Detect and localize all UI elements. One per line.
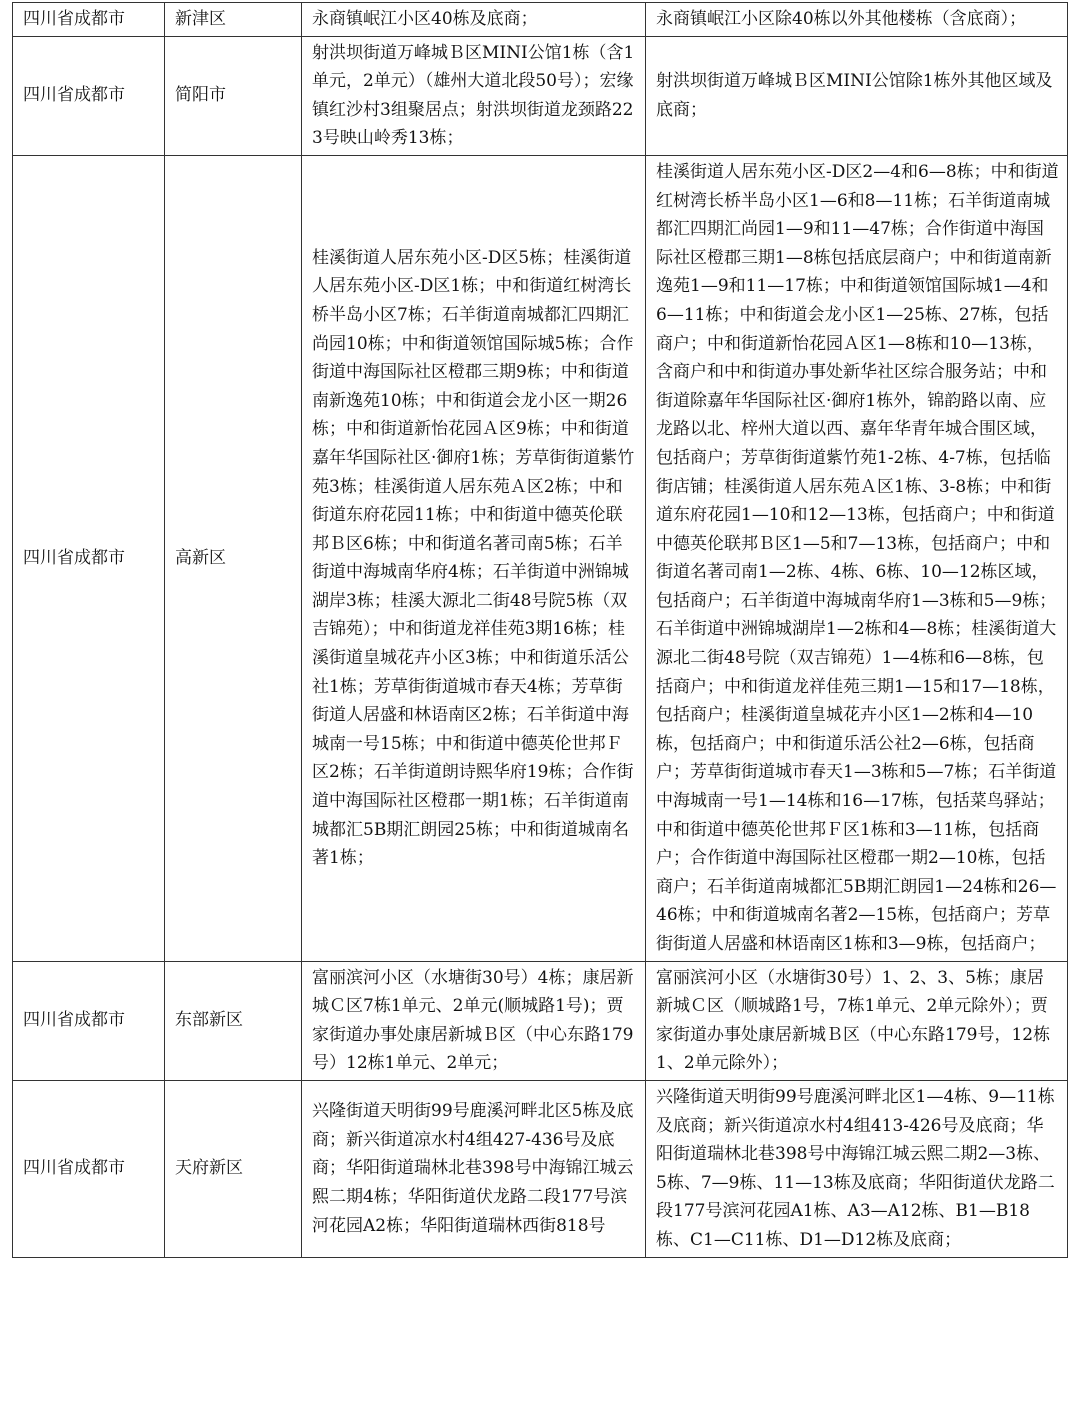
district-cell: 高新区 — [165, 155, 302, 961]
table-row — [13, 3, 1068, 37]
province-city-cell: 四川省成都市 — [13, 961, 165, 1080]
table-row — [13, 155, 1068, 961]
risk-area-table — [12, 2, 1068, 1258]
medium-risk-cell: 富丽滨河小区（水塘街30号）1、2、3、5栋；康居新城Ｃ区（顺城路1号，7栋1单元、2单元除外）；贾家街道办事处康居新城Ｂ区（中心东路179号，12栋1、2单元除外）； — [646, 961, 1068, 1080]
medium-risk-cell: 射洪坝街道万峰城Ｂ区MINI公馆除1栋外其他区域及底商； — [646, 36, 1068, 155]
high-risk-cell: 桂溪街道人居东苑小区-D区5栋；桂溪街道人居东苑小区-D区1栋；中和街道红树湾长桥半岛小区7栋；石羊街道南城都汇四期汇尚园10栋；中和街道领馆国际城5栋；合作街道中海国际社区橙郡三期9栋；中和街道南新逸苑10栋；中和街道会龙小区一期26栋；中和街道新怡花园Ａ区9栋；中和街道嘉年华国际社区·御府1栋；芳草街街道紫竹苑3栋；桂溪街道人居东苑Ａ区2栋；中和街道东府花园11栋；中和街道中德英伦联邦Ｂ区6栋；中和街道名著司南5栋；石羊街道中海城南华府4栋；石羊街道中洲锦城湖岸3栋；桂溪大源北二街48号院5栋（双吉锦苑）；中和街道龙祥佳苑3期16栋；桂溪街道皇城花卉小区3栋；中和街道乐活公社1栋；芳草街街道城市春天4栋；芳草街街道人居盛和林语南区2栋；石羊街道中海城南一号15栋；中和街道中德英伦世邦Ｆ区2栋；石羊街道朗诗熙华府19栋；合作街道中海国际社区橙郡一期1栋；石羊街道南城都汇5B期汇朗园25栋；中和街道城南名著1栋； — [302, 155, 646, 961]
high-risk-cell: 永商镇岷江小区40栋及底商； — [302, 3, 646, 37]
province-city-cell: 四川省成都市 — [13, 155, 165, 961]
province-city-cell: 四川省成都市 — [13, 1080, 165, 1257]
district-cell: 新津区 — [165, 3, 302, 37]
high-risk-cell: 兴隆街道天明街99号鹿溪河畔北区5栋及底商；新兴街道凉水村4组427-436号及底商；华阳街道瑞林北巷398号中海锦江城云熙二期4栋；华阳街道伏龙路二段177号滨河花园A2栋；华阳街道瑞林西街818号 — [302, 1080, 646, 1257]
province-city-cell: 四川省成都市 — [13, 3, 165, 37]
table-row — [13, 961, 1068, 1080]
high-risk-cell: 射洪坝街道万峰城Ｂ区MINI公馆1栋（含1单元，2单元）（雄州大道北段50号）；宏缘镇红沙村3组聚居点；射洪坝街道龙颈路223号映山岭秀13栋； — [302, 36, 646, 155]
table-row — [13, 1080, 1068, 1257]
district-cell: 天府新区 — [165, 1080, 302, 1257]
province-city-cell: 四川省成都市 — [13, 36, 165, 155]
high-risk-cell: 富丽滨河小区（水塘街30号）4栋；康居新城Ｃ区7栋1单元、2单元(顺城路1号)；贾家街道办事处康居新城Ｂ区（中心东路179号）12栋1单元、2单元； — [302, 961, 646, 1080]
medium-risk-cell: 桂溪街道人居东苑小区-D区2—4和6—8栋；中和街道红树湾长桥半岛小区1—6和8—11栋；石羊街道南城都汇四期汇尚园1—9和11—47栋；合作街道中海国际社区橙郡三期1—8栋包括底层商户；中和街道南新逸苑1—9和11—17栋；中和街道领馆国际城1—4和6—11栋；中和街道会龙小区1—25栋、27栋，包括商户；中和街道新怡花园Ａ区1—8栋和10—13栋，含商户和中和街道办事处新华社区综合服务站；中和街道除嘉年华国际社区·御府1栋外，锦韵路以南、应龙路以北、梓州大道以西、嘉年华青年城合围区域，包括商户；芳草街街道紫竹苑1-2栋、4-7栋，包括临街店铺；桂溪街道人居东苑Ａ区1栋、3-8栋；中和街道东府花园1—10和12—13栋，包括商户；中和街道中德英伦联邦Ｂ区1—5和7—13栋，包括商户；中和街道名著司南1—2栋、4栋、6栋、10—12栋区域，包括商户；石羊街道中海城南华府1—3栋和5—9栋；石羊街道中洲锦城湖岸1—2栋和4—8栋；桂溪街道大源北二街48号院（双吉锦苑）1—4栋和6—8栋，包括商户；中和街道龙祥佳苑三期1—15和17—18栋，包括商户；桂溪街道皇城花卉小区1—2栋和4—10栋，包括商户；中和街道乐活公社2—6栋，包括商户；芳草街街道城市春天1—3栋和5—7栋；石羊街道中海城南一号1—14栋和16—17栋，包括菜鸟驿站；中和街道中德英伦世邦Ｆ区1栋和3—11栋，包括商户；合作街道中海国际社区橙郡一期2—10栋，包括商户；石羊街道南城都汇5B期汇朗园1—24栋和26—46栋；中和街道城南名著2—15栋，包括商户；芳草街街道人居盛和林语南区1栋和3—9栋，包括商户； — [646, 155, 1068, 961]
medium-risk-cell: 永商镇岷江小区除40栋以外其他楼栋（含底商）； — [646, 3, 1068, 37]
table-row — [13, 36, 1068, 155]
district-cell: 简阳市 — [165, 36, 302, 155]
medium-risk-cell: 兴隆街道天明街99号鹿溪河畔北区1—4栋、9—11栋及底商；新兴街道凉水村4组413-426号及底商；华阳街道瑞林北巷398号中海锦江城云熙二期2—3栋、5栋、7—9栋、11—13栋及底商；华阳街道伏龙路二段177号滨河花园A1栋、A3—A12栋、B1—B18栋、C1—C11栋、D1—D12栋及底商； — [646, 1080, 1068, 1257]
district-cell: 东部新区 — [165, 961, 302, 1080]
